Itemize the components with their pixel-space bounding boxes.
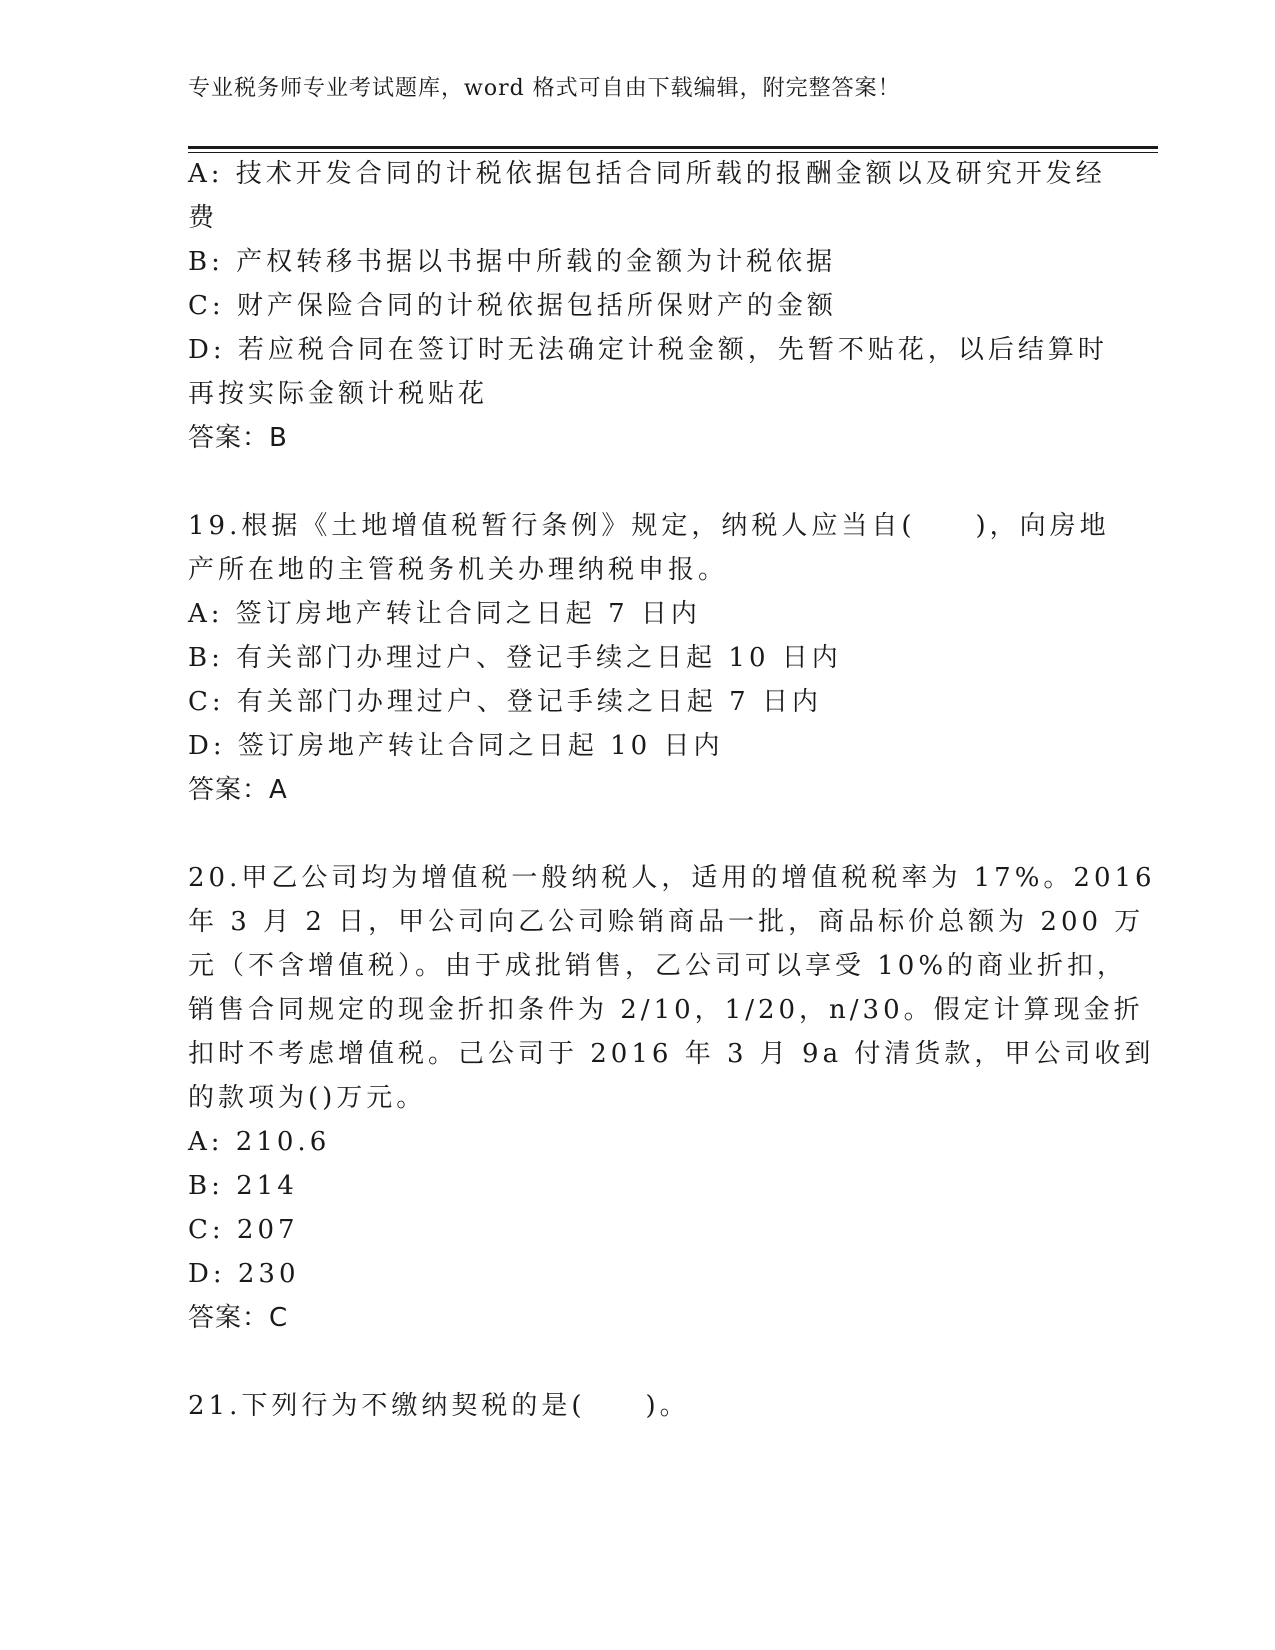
q20-stem-5: 扣时不考虑增值税。己公司于 2016 年 3 月 9a 付清货款，甲公司收到	[188, 1039, 1155, 1069]
q20-stem-3: 元（不含增值税）。由于成批销售，乙公司可以享受 10%的商业折扣，	[188, 951, 1128, 981]
q18-option-a: A: 技术开发合同的计税依据包括合同所载的报酬金额以及研究开发经	[188, 159, 1106, 189]
q19-option-d: D: 签订房地产转让合同之日起 10 日内	[188, 731, 724, 761]
q20-stem-4: 销售合同规定的现金折扣条件为 2/10，1/20，n/30。假定计算现金折	[188, 995, 1144, 1025]
q18-option-d-cont: 再按实际金额计税贴花	[188, 379, 489, 409]
q19-option-b: B: 有关部门办理过户、登记手续之日起 10 日内	[188, 643, 842, 673]
q20-stem-1: 20.甲乙公司均为增值税一般纳税人，适用的增值税税率为 17%。2016	[188, 863, 1156, 893]
q20-stem-6: 的款项为()万元。	[188, 1083, 427, 1113]
header-divider	[188, 146, 1158, 149]
q19-stem-cont: 产所在地的主管税务机关办理纳税申报。	[188, 555, 729, 585]
q19-option-c: C: 有关部门办理过户、登记手续之日起 7 日内	[188, 687, 822, 717]
q19-stem: 19.根据《土地增值税暂行条例》规定，纳税人应当自( )，向房地	[188, 511, 1110, 541]
q20-option-c: C: 207	[188, 1215, 299, 1245]
q19-option-a: A: 签订房地产转让合同之日起 7 日内	[188, 599, 701, 629]
q20-option-a: A: 210.6	[188, 1127, 331, 1157]
q20-option-d: D: 230	[188, 1259, 300, 1289]
q20-stem-2: 年 3 月 2 日，甲公司向乙公司赊销商品一批，商品标价总额为 200 万	[188, 907, 1145, 937]
q21-stem: 21.下列行为不缴纳契税的是( )。	[188, 1391, 690, 1421]
q20-answer: 答案：C	[188, 1303, 289, 1333]
q18-answer: 答案：B	[188, 423, 288, 453]
q19-answer: 答案：A	[188, 775, 288, 805]
q18-option-a-cont: 费	[188, 203, 219, 233]
q18-option-c: C: 财产保险合同的计税依据包括所保财产的金额	[188, 291, 837, 321]
q20-option-b: B: 214	[188, 1171, 298, 1201]
q18-option-d: D: 若应税合同在签订时无法确定计税金额，先暂不贴花，以后结算时	[188, 335, 1108, 365]
header-divider-thin	[188, 152, 1158, 153]
q18-option-b: B: 产权转移书据以书据中所载的金额为计税依据	[188, 247, 837, 277]
page-header: 专业税务师专业考试题库，word 格式可自由下载编辑，附完整答案！	[188, 76, 901, 101]
